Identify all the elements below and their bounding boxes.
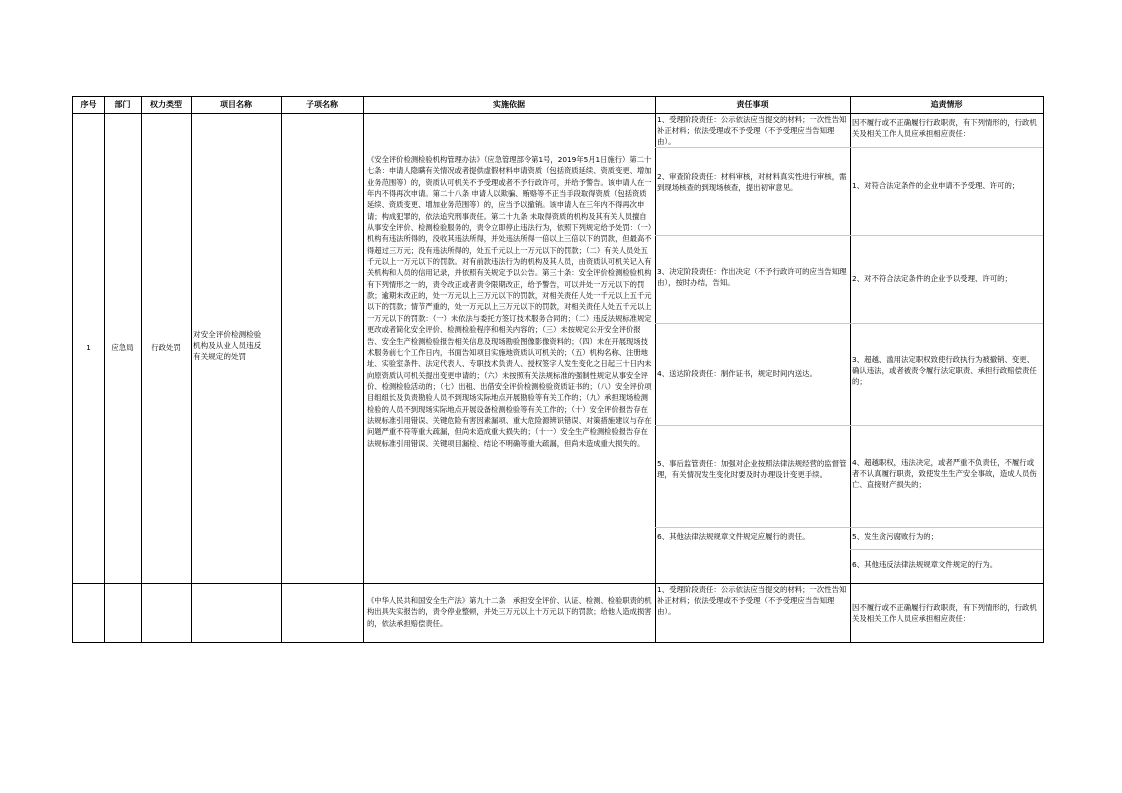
- responsibility-item: 1、受理阶段责任：公示依法应当提交的材料；一次性告知补正材料；依法受理或不予受理（不予受理应当告知理由）。: [657, 585, 847, 617]
- row-seq: 1: [86, 343, 91, 353]
- accountability-item: 因不履行或不正确履行行政职责，有下列情形的，行政机关及相关工作人员应承担相应责任：: [852, 603, 1037, 624]
- header-divider: [73, 113, 1043, 114]
- responsibility-item: 6、其他法律法规规章文件规定应履行的责任。: [657, 532, 810, 541]
- sub-row-divider: [850, 527, 1043, 528]
- sub-row-divider: [655, 323, 850, 324]
- header-power-type: 权力类型: [150, 100, 182, 110]
- sub-row-divider: [655, 147, 850, 148]
- responsibility-item: 4、送达阶段责任：制作证书，规定时间内送达。: [657, 369, 817, 378]
- responsibility-item: 5、事后监管责任：加强对企业按照法律法规经营的监督管理，有关情况发生变化时要及时办理设计变更手续。: [657, 459, 847, 480]
- row-sub-item: [281, 113, 363, 583]
- sub-row-divider: [850, 147, 1043, 148]
- row-sub-item: [281, 583, 363, 642]
- row-seq: [73, 583, 104, 642]
- accountability-item: 1、对符合法定条件的企业申请不予受理、许可的；: [852, 181, 1020, 190]
- responsibility-item: 3、决定阶段责任：作出决定（不予行政许可的应当告知理由），按时办结，告知。: [657, 267, 847, 288]
- row-dept: [104, 583, 141, 642]
- row-power-type: [141, 583, 191, 642]
- sub-row-divider: [655, 235, 850, 236]
- row-power-type: 行政处罚: [151, 343, 181, 353]
- sub-row-divider: [655, 425, 850, 426]
- sub-row-divider: [850, 323, 1043, 324]
- sub-row-divider: [850, 235, 1043, 236]
- header-seq: 序号: [80, 100, 97, 110]
- accountability-item: 4、超越职权，违法决定，或者严重不负责任，不履行或者不认真履行职责，致使发生生产安全事故，造成人员伤亡、直接财产损失的；: [852, 458, 1037, 490]
- power-list-table: [72, 96, 1044, 643]
- row-item-name: 对安全评价检测检验 机构及从业人员违反 有关规定的处罚: [193, 330, 262, 362]
- header-dept: 部门: [114, 100, 131, 110]
- header-basis: 实施依据: [493, 100, 525, 110]
- accountability-item: 6、其他违反法律法规规章文件规定的行为。: [852, 560, 998, 569]
- sub-row-divider: [850, 549, 1043, 550]
- accountability-item: 3、超越、滥用法定职权致使行政执行为被撤销、变更、确认违法，或者被责令履行法定职责、承担行政赔偿责任的；: [852, 355, 1037, 387]
- row-dept: 应急局: [111, 343, 134, 353]
- accountability-item: 5、发生贪污腐败行为的；: [852, 532, 939, 541]
- responsibility-item: 1、受理阶段责任：公示依法应当提交的材料；一次性告知补正材料；依法受理或不予受理（不予受理应当告知理由）。: [657, 115, 847, 147]
- accountability-item: 因不履行或不正确履行行政职责，有下列情形的，行政机关及相关工作人员应承担相应责任：: [852, 118, 1037, 139]
- row-item-name: [191, 583, 281, 642]
- sub-row-divider: [655, 527, 850, 528]
- row-basis: 《中华人民共和国安全生产法》第九十二条 承担安全评价、认证、检测、检验职责的机构出具失实报告的，责令停业整顿，并处三万元以上十万元以下的罚款；给他人造成损害的，依法承担赔偿责任。: [367, 596, 652, 628]
- responsibility-item: 2、审查阶段责任：材料审核，对材料真实性进行审核，需到现场核查的到现场核查，提出初审意见。: [657, 172, 847, 193]
- header-item-name: 项目名称: [220, 100, 252, 110]
- header-accountability: 追责情形: [930, 100, 963, 110]
- row-basis: 《安全评价检测检验机构管理办法》（应急管理部令第1号，2019年5月1日施行）第二十七条：申请人隐瞒有关情况或者提供虚假材料申请资质（包括资质延续、资质变更、增加业务范围等）的，资质认可机关不予受理或者不予行政许可，并给予警告。该申请人在一年内不得再次申请。第二十八条 申请人以欺骗、贿赂等不正当手段取得资质（包括资质延续、资质变更、增加业务范围等）的，应当予以撤销。该申请人在三年内不得再次申请；构成犯罪的，依法追究刑事责任。第二十九条 未取得资质的机构及其有关人员擅自从事安全评价、检测检验服务的，责令立即停止违法行为，依照下列规定给予处罚：（一）机构有违法所得的，没收其违法所得，并处违法所得一倍以上三倍以下的罚款，但最高不得超过三万元；没有违法所得的，处五千元以上一万元以下的罚款；（二）有关人员处五千元以上一万元以下的罚款。对有前款违法行为的机构及其人员，由资质认可机关记入有关机构和人员的信用记录，并依照有关规定予以公告。第三十条：安全评价检测检验机构有下列情形之一的，责令改正或者责令限期改正，给予警告，可以并处一万元以下的罚款；逾期未改正的，处一万元以上三万元以下的罚款，对相关责任人处一千元以上五千元以下的罚款；情节严重的，处一万元以上三万元以下的罚款，对相关责任人处五千元以上一万元以下的罚款：（一）未依法与委托方签订技术服务合同的；（二）违反法规标准规定更改或者简化安全评价、检测检验程序和相关内容的；（三）未按规定公开安全评价报告、安全生产检测检验报告相关信息及现场勘验图像影像资料的；（四）未在开展现场技术服务前七个工作日内，书面告知项目实施地资质认可机关的；（五）机构名称、注册地址、实验室条件、法定代表人、专职技术负责人、授权签字人发生变化之日起三十日内未向原资质认可机关提出变更申请的；（六）未按照有关法规标准的强制性规定从事安全评价、检测检验活动的；（七）出租、出借安全评价检测检验资质证书的；（八）安全评价项目组组长及负责勘验人员不到现场实际地点开展勘验等有关工作的；（九）承担现场检测检验的人员不到现场实际地点开展设备检测检验等有关工作的；（十）安全评价报告存在法规标准引用错误、关键危险有害因素漏项、重大危险源辨识错误、对策措施建议与存在问题严重不符等重大疏漏，但尚未造成重大损失的；（十一）安全生产检测检验报告存在法规标准引用错误、关键项目漏检、结论不明确等重大疏漏，但尚未造成重大损失的。: [367, 155, 652, 448]
- header-sub-item: 子项名称: [306, 100, 338, 110]
- column-divider: [191, 97, 192, 642]
- accountability-item: 2、对不符合法定条件的企业予以受理、许可的；: [852, 274, 1012, 283]
- column-divider: [363, 97, 364, 642]
- sub-row-divider: [850, 425, 1043, 426]
- header-responsibility: 责任事项: [736, 100, 769, 110]
